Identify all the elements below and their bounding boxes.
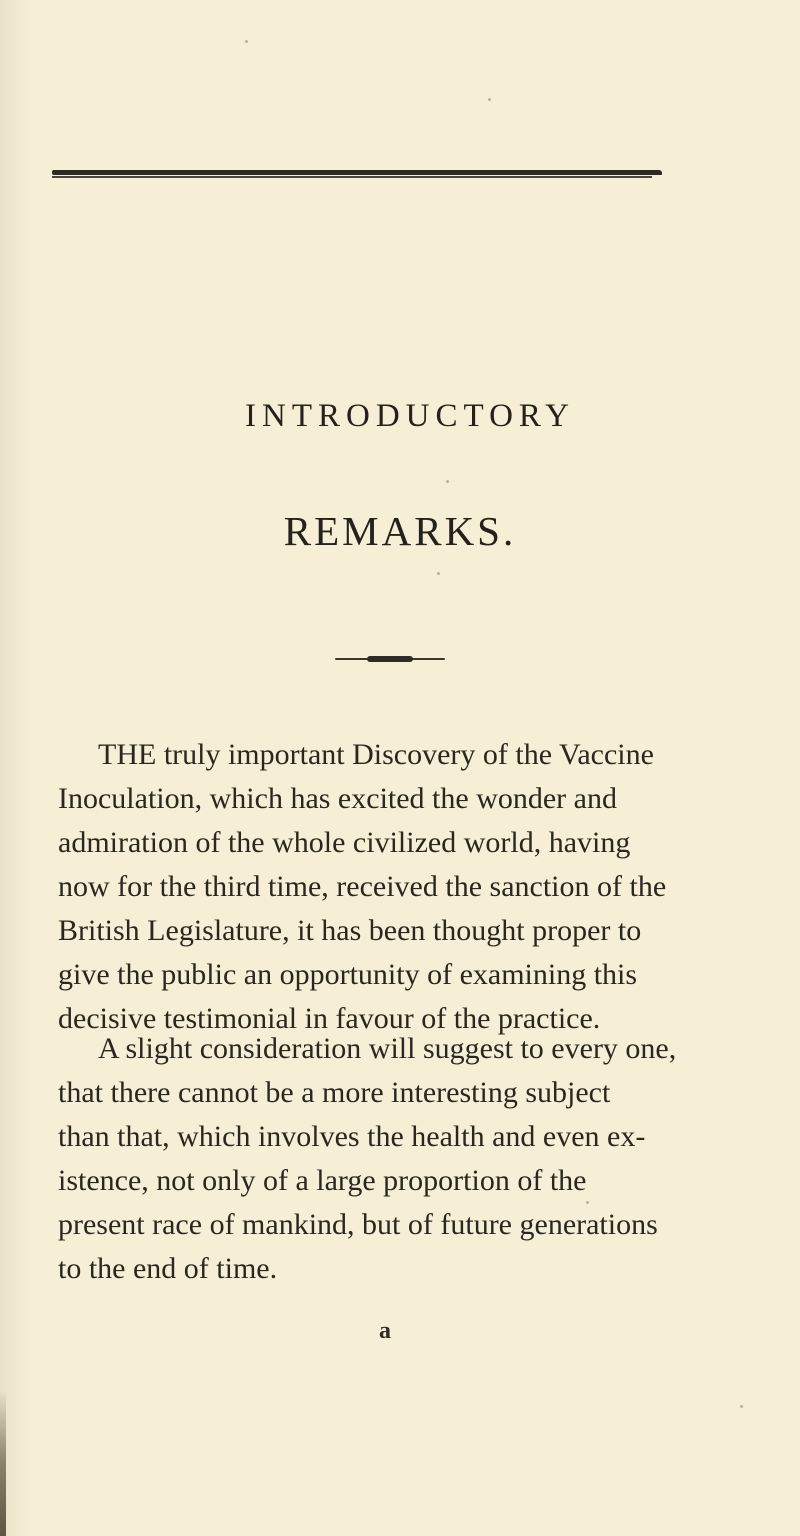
paper-speck [446,480,449,483]
signature-mark: a [379,1318,391,1344]
paragraph-line: decisive testimonial in favour of the practice. [58,1002,601,1035]
paragraph-line: give the public an opportunity of examining this [58,958,638,991]
paper-speck [586,1201,589,1204]
header-rule-thick [52,170,662,175]
paragraph-line: present race of mankind, but of future generations [58,1208,658,1241]
paragraph-line: than that, which involves the health and even ex- [58,1120,646,1153]
paragraph-line: istence, not only of a large proportion of the [58,1164,587,1197]
paper-speck [437,572,440,575]
paragraph-line: that there cannot be a more interesting subject [58,1076,611,1109]
paragraph-line: admiration of the whole civilized world, having [58,826,631,859]
heading-introductory: INTRODUCTORY [245,398,575,434]
paragraph-1 [58,733,748,1041]
header-double-rule [52,170,662,178]
paragraph-line: now for the third time, received the sanction of the [58,870,667,903]
paragraph-line: British Legislature, it has been thought proper to [58,914,642,947]
paper-speck [488,98,491,101]
paper-speck [740,1405,743,1408]
paper-speck [245,40,248,43]
ornament-center [367,656,413,662]
paragraph-line: THE truly important Discovery of the Vaccine [98,738,654,771]
paragraph-2 [58,1027,748,1291]
paragraph-line: A slight consideration will suggest to every one, [98,1032,677,1065]
paragraph-line: to the end of time. [58,1252,278,1285]
paragraph-line: Inoculation, which has excited the wonder and [58,782,617,815]
section-ornament-rule [335,656,445,662]
header-rule-thin [52,176,652,178]
heading-remarks: REMARKS. [283,508,517,554]
binding-shadow [0,1390,6,1536]
